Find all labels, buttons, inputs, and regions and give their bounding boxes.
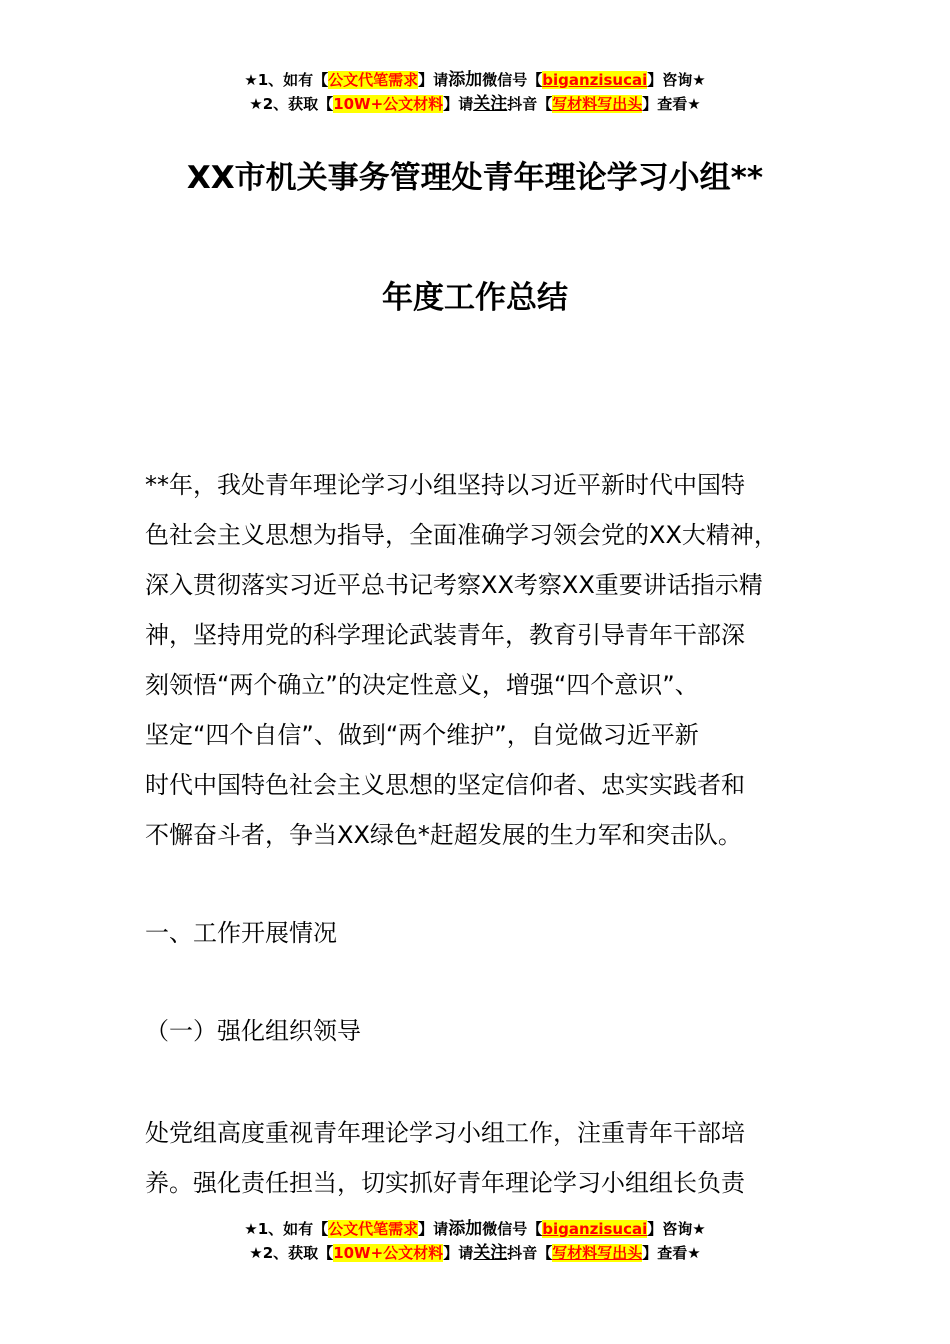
subsection-heading: （一）强化组织领导 <box>145 1017 361 1045</box>
promo-line-2: ★2、获取【10W+公文材料】请关注抖音【写材料写出头】查看★ <box>249 1243 701 1263</box>
paragraph-line: 刻领悟“两个确立”的决定性意义，增强“四个意识”、 <box>145 671 699 699</box>
highlight-douyin-id: 写材料写出头 <box>552 95 643 113</box>
paragraph-line: 时代中国特色社会主义思想的坚定信仰者、忠实实践者和 <box>145 771 745 799</box>
section-heading: 一、工作开展情况 <box>145 919 337 947</box>
paragraph-line: 不懈奋斗者，争当XX绿色*赶超发展的生力军和突击队。 <box>145 821 742 849</box>
highlight-wechat-id: biganzisucai <box>542 71 648 89</box>
highlight-service: 公文代笔需求 <box>328 71 419 89</box>
intro-paragraph <box>145 460 835 860</box>
highlight-materials: 10W+公文材料 <box>333 95 444 113</box>
promo-banner-top <box>0 68 950 116</box>
paragraph-line: 处党组高度重视青年理论学习小组工作，注重青年干部培 <box>145 1119 745 1147</box>
highlight-douyin-id: 写材料写出头 <box>552 1244 643 1262</box>
paragraph-line: 色社会主义思想为指导，全面准确学习领会党的XX大精神， <box>145 521 778 549</box>
document-title-line-2: 年度工作总结 <box>382 280 568 316</box>
promo-line-1: ★1、如有【公文代笔需求】请添加微信号【biganzisucai】咨询★ <box>244 70 706 90</box>
paragraph-line: **年，我处青年理论学习小组坚持以习近平新时代中国特 <box>145 471 745 499</box>
paragraph-line: 深入贯彻落实习近平总书记考察XX考察XX重要讲话指示精 <box>145 571 763 599</box>
highlight-materials: 10W+公文材料 <box>333 1244 444 1262</box>
paragraph-line: 养。强化责任担当，切实抓好青年理论学习小组组长负责 <box>145 1169 745 1197</box>
highlight-service: 公文代笔需求 <box>328 1220 419 1238</box>
promo-line-2: ★2、获取【10W+公文材料】请关注抖音【写材料写出头】查看★ <box>249 94 701 114</box>
promo-line-1: ★1、如有【公文代笔需求】请添加微信号【biganzisucai】咨询★ <box>244 1219 706 1239</box>
paragraph-line: 坚定“四个自信”、做到“两个维护”，自觉做习近平新 <box>145 721 699 749</box>
highlight-wechat-id: biganzisucai <box>542 1220 648 1238</box>
promo-banner-bottom <box>0 1217 950 1265</box>
section-paragraph <box>145 1108 835 1208</box>
document-title-line-1: XX市机关事务管理处青年理论学习小组** <box>186 160 764 196</box>
paragraph-line: 神，坚持用党的科学理论武装青年，教育引导青年干部深 <box>145 621 745 649</box>
